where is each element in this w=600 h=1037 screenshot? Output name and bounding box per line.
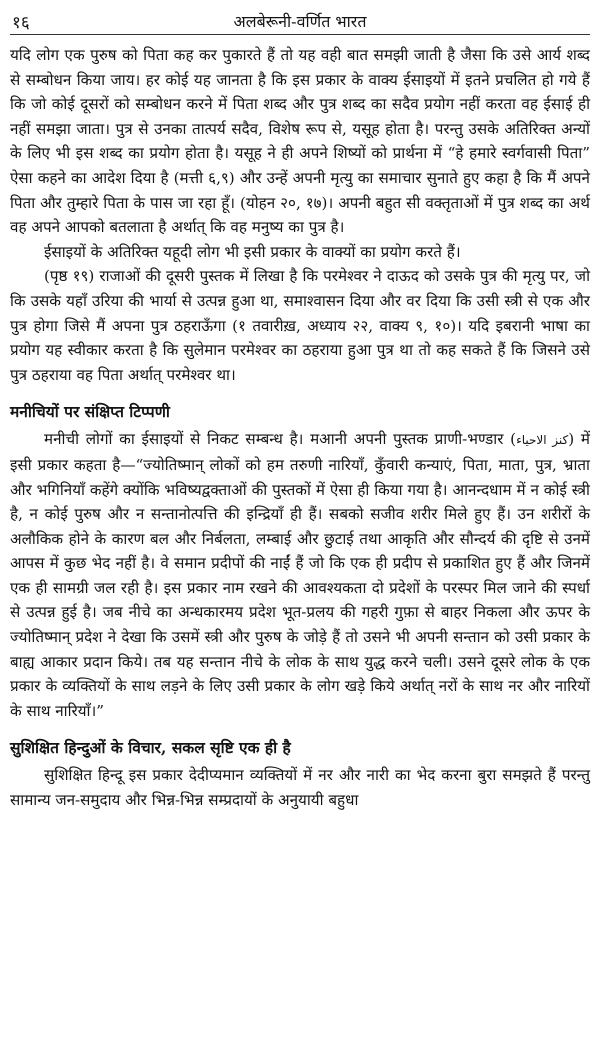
section-heading-manichaeans: मनीचियों पर संक्षिप्त टिप्पणी <box>10 402 170 422</box>
arabic-book-title: كنز الاحياء <box>516 433 569 448</box>
paragraph-4 <box>10 427 590 723</box>
paragraph-4-text-before: मनीची लोगों का ईसाइयों से निकट सम्बन्ध है। मआनी अपनी पुस्तक प्राणी-भण्डार ( <box>44 430 517 449</box>
paragraph-5: सुशिक्षित हिन्दू इस प्रकार देदीप्यमान व्यक्तियों में नर और नारी का भेद करना बुरा समझते हैं परन्तु सामान्य जन-समुदाय और भिन्न-भिन्न सम्प्रदायों के अनुयायी बहुधा <box>10 766 590 810</box>
paragraph-1: यदि लोग एक पुरुष को पिता कह कर पुकारते हैं तो यह वही बात समझी जाती है जैसा कि उसे आर्य शब्द से सम्बोधन किया जाय। हर कोई यह जानता है कि इस प्रकार के वाक्य ईसाइयों में इतने प्रचलित हो गये हैं कि जो कोई दूसरों को सम्बोधन करने में पिता शब्द और पुत्र शब्द का सदैव प्रयोग नहीं करता वह ईसाई ही नहीं समझा जाता। पुत्र से उनका तात्पर्य सदैव, विशेष रूप से, यसूह होता है। परन्तु उसके अतिरिक्त अन्यों के लिए भी इस शब्द का प्रयोग होता है। यसूह ने ही अपने शिष्यों को प्रार्थना में “हे हमारे स्वर्गवासी पिता” ऐसा कहने का आदेश दिया है (मत्ती ६,९) और उन्हें अपनी मृत्यु का समाचार सुनाते हुए कहा है कि मैं अपने पिता और तुम्हारे पिता के पास जा रहा हूँ। (योहन २०, १७)। अपनी बहुत सी वक्तृताओं में पुत्र शब्द का अर्थ वह अपने आपको बतलाता है अर्थात् कि वह मनुष्य का पुत्र है। <box>10 46 590 237</box>
paragraph-2: ईसाइयों के अतिरिक्त यहूदी लोग भी इसी प्रकार के वाक्यों का प्रयोग करते हैं। <box>44 242 461 261</box>
paragraph-3: (पृष्ठ १९) राजाओं की दूसरी पुस्तक में लिखा है कि परमेश्वर ने दाऊद को उसके पुत्र की मृत्यु पर, जो कि उसके यहाँ उरिया की भार्या से उत्पन्न हुआ था, समाश्वासन दिया और वर दिया कि उसी स्त्री से एक और पुत्र होगा जिसे मैं अपना पुत्र ठहराऊँगा (१ तवारीख़, अध्याय २२, वाक्य ९, १०)। यदि इबरानी भाषा का प्रयोग यह स्वीकार करता है कि सुलेमान परमेश्वर का ठहराया हुआ पुत्र था तो कह सकते हैं कि जिसने उसे पुत्र ठहराया वह पिता अर्थात् परमेश्वर था। <box>10 267 590 384</box>
page-number: १६ <box>12 13 30 33</box>
paragraph-4-text-after: ) में इसी प्रकार कहता है—“ज्योतिष्मान् लोकों को हम तरुणी नारियाँ, कुँवारी कन्याएं, पिता, माता, पुत्र, भ्राता और भगिनियाँ कहेंगे क्योंकि भविष्यद्वक्ताओं की पुस्तकों में ऐसा ही किया गया है। आनन्दधाम में न कोई स्त्री है, न कोई पुरुष और न सन्तानोत्पत्ति की इन्द्रियाँ ही हैं। सबको सजीव शरीर मिले हुए हैं। उन शरीरों के अलौकिक होने के कारण बल और निर्बलता, लम्बाई और छुटाई तथा आकृति और सौन्दर्य की दृष्टि से उनमें आपस में कुछ भेद नहीं है। वे समान प्रदीपों की नाईं हैं जो कि एक ही प्रदीप से प्रकाशित हुए हैं और जिनमें एक ही सामग्री जल रही है। इस प्रकार नाम रखने की आवश्यकता दो प्रदेशों के परस्पर मिल जाने की स्पर्धा से उत्पन्न हुई है। जब नीचे का अन्धकारमय प्रदेश भूत-प्रलय की गहरी गुफ़ा से बाहर निकला और ऊपर के ज्योतिष्मान् प्रदेश ने देखा कि उसमें स्त्री और पुरुष के जोड़े हैं तो उसने भी अपनी सन्तान को उसी प्रकार के बाह्य आकार प्रदान किये। तब यह सन्तान नीचे के लोक के साथ युद्ध करने चली। उसने दूसरे लोक के एक प्रकार के व्यक्तियों के साथ लड़ने के लिए उसी प्रकार के लोग खड़े किये अर्थात् नरों के साथ नर और नारियों के साथ नारियाँ।” <box>10 430 591 720</box>
running-title: अलबेरूनी-वर्णित भारत <box>233 12 367 31</box>
page-header <box>10 6 590 35</box>
section-heading-educated-hindus: सुशिक्षित हिन्दुओं के विचार, सकल सृष्टि एक ही है <box>10 738 291 758</box>
